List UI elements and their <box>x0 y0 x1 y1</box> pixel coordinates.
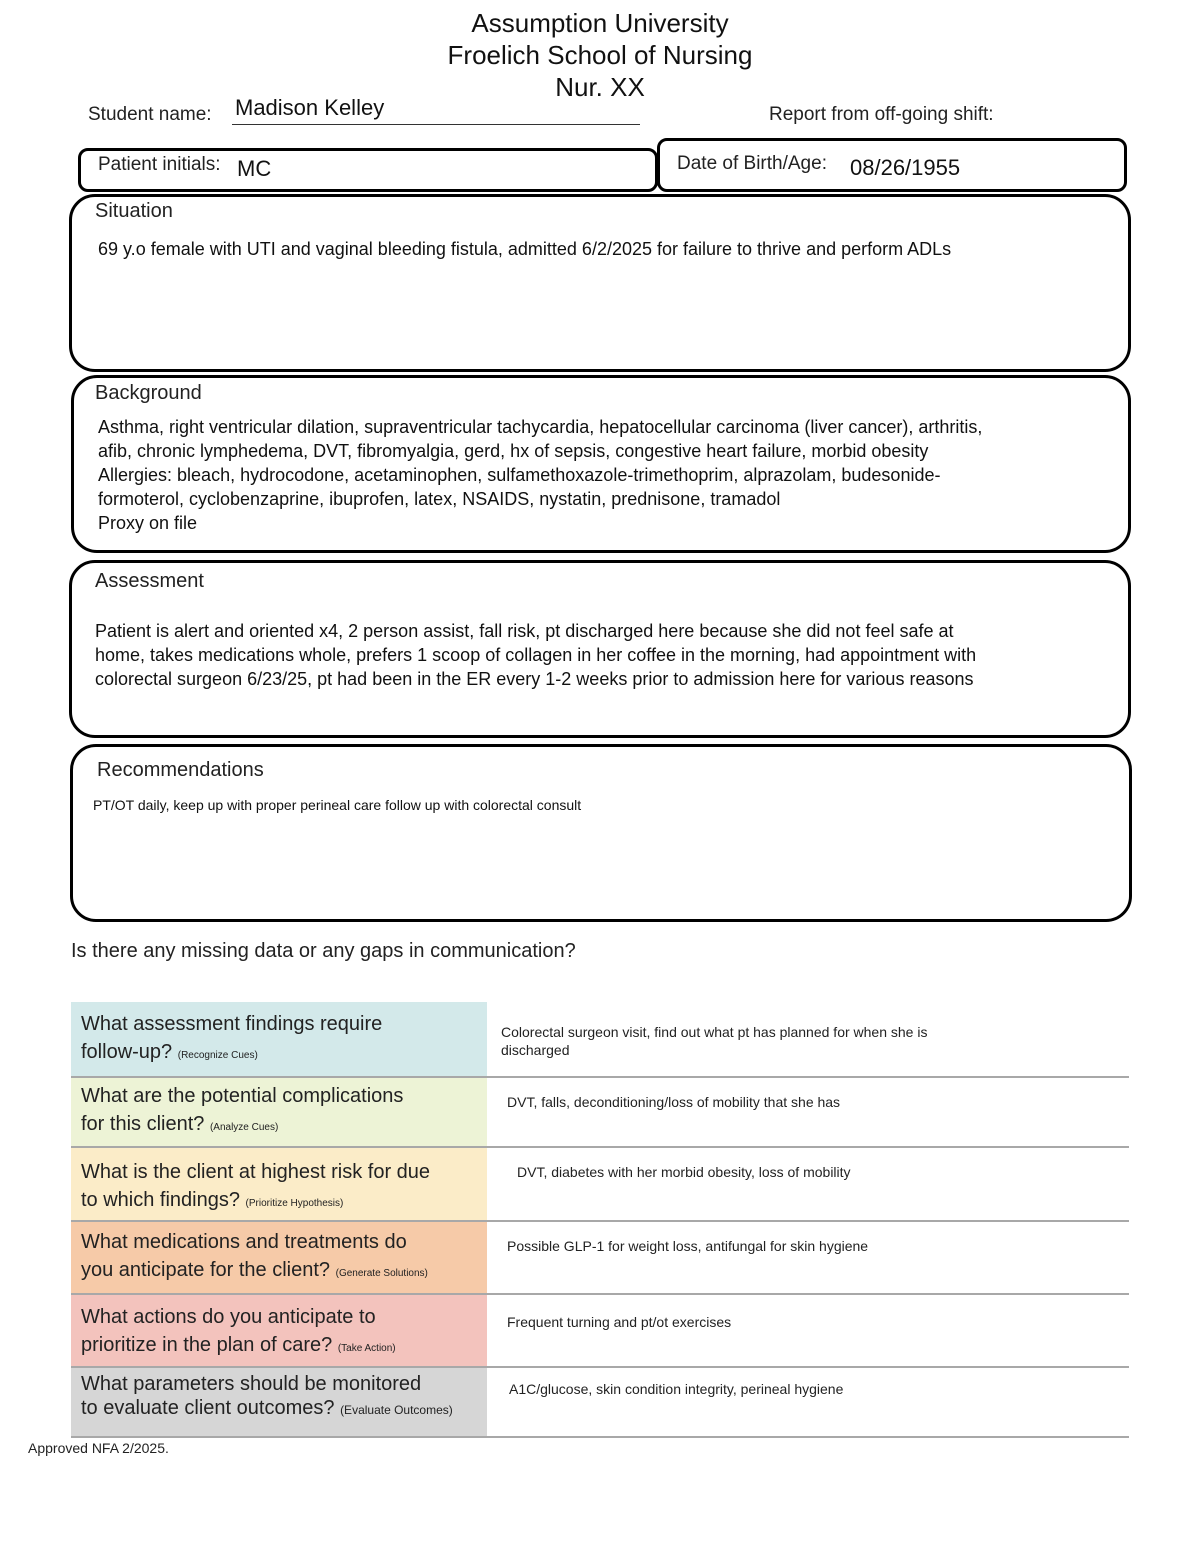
question-cell <box>71 1078 487 1146</box>
question-tag: (Evaluate Outcomes) <box>340 1403 453 1417</box>
question-cell <box>71 1295 487 1366</box>
question-line: to which findings? <box>81 1189 240 1211</box>
question-cell <box>71 1148 487 1220</box>
question-line: What parameters should be monitored <box>81 1373 422 1395</box>
answer-cell <box>507 1313 731 1331</box>
situation-text: 69 y.o female with UTI and vaginal bleeding fistula, admitted 6/2/2025 for failure to thrive and perform ADLs <box>98 239 952 259</box>
student-name-underline <box>232 124 640 125</box>
answer-line: Frequent turning and pt/ot exercises <box>507 1314 732 1330</box>
table-row <box>71 1148 1129 1222</box>
question-line: What is the client at highest risk for due <box>81 1161 431 1183</box>
dob-value: 08/26/1955 <box>850 155 961 180</box>
answer-cell <box>517 1163 851 1181</box>
assessment-line: home, takes medications whole, prefers 1 scoop of collagen in her coffee in the morning, had appointment with <box>95 645 977 665</box>
question-line: to evaluate client outcomes? <box>81 1397 335 1419</box>
background-line: formoterol, cyclobenzaprine, ibuprofen, latex, NSAIDS, nystatin, prednisone, tramadol <box>98 489 781 509</box>
question-line: What medications and treatments do <box>81 1231 407 1253</box>
table-row <box>71 1078 1129 1148</box>
background-box <box>71 375 1131 553</box>
background-line: afib, chronic lymphedema, DVT, fibromyalgia, gerd, hx of sepsis, congestive heart failure, morbid obesity <box>98 441 929 461</box>
answer-cell <box>507 1093 840 1111</box>
patient-initials-value: MC <box>237 156 272 181</box>
question-cell <box>71 1368 487 1436</box>
question-tag: (Prioritize Hypothesis) <box>245 1198 344 1209</box>
answer-line: A1C/glucose, skin condition integrity, perineal hygiene <box>509 1381 844 1397</box>
patient-initials-label: Patient initials: <box>98 154 221 175</box>
question-tag: (Take Action) <box>337 1343 396 1354</box>
question-line: follow-up? <box>81 1041 173 1063</box>
background-title: Background <box>95 382 202 404</box>
header-university: Assumption University <box>471 8 729 38</box>
question-tag: (Recognize Cues) <box>177 1050 258 1061</box>
situation-title: Situation <box>95 200 173 222</box>
answer-line: DVT, falls, deconditioning/loss of mobility that she has <box>507 1094 841 1110</box>
footer-approval: Approved NFA 2/2025. <box>28 1440 169 1456</box>
header-school: Froelich School of Nursing <box>447 40 753 70</box>
dob-label: Date of Birth/Age: <box>677 153 827 174</box>
question-tag: (Analyze Cues) <box>209 1122 279 1133</box>
answer-line: discharged <box>501 1042 570 1058</box>
assessment-box <box>69 560 1131 738</box>
situation-box <box>69 194 1131 372</box>
question-line: for this client? <box>81 1113 205 1135</box>
header-course: Nur. XX <box>555 72 645 102</box>
report-off-going-label: Report from off-going shift: <box>769 104 994 125</box>
assessment-title: Assessment <box>95 570 204 592</box>
answer-cell <box>509 1380 843 1398</box>
answer-cell <box>501 1023 927 1059</box>
question-tag: (Generate Solutions) <box>335 1268 428 1279</box>
answer-cell <box>507 1237 868 1255</box>
background-line: Asthma, right ventricular dilation, supraventricular tachycardia, hepatocellular carcinoma (liver cancer), arthritis, <box>98 417 983 437</box>
answer-line: DVT, diabetes with her morbid obesity, loss of mobility <box>517 1164 851 1180</box>
answer-line: Colorectal surgeon visit, find out what pt has planned for when she is <box>501 1024 928 1040</box>
table-row <box>71 1368 1129 1438</box>
assessment-line: colorectal surgeon 6/23/25, pt had been in the ER every 1-2 weeks prior to admission here for various reasons <box>95 669 974 689</box>
table-row <box>71 1002 1129 1078</box>
patient-initials-box <box>78 148 658 192</box>
question-line: prioritize in the plan of care? <box>81 1334 333 1356</box>
student-name-label: Student name: <box>88 104 212 125</box>
dob-box <box>657 138 1127 192</box>
question-cell <box>71 1002 487 1076</box>
recommendations-title: Recommendations <box>97 759 264 781</box>
table-row <box>71 1222 1129 1295</box>
question-line: What actions do you anticipate to <box>81 1306 376 1328</box>
recommendations-text: PT/OT daily, keep up with proper perineal care follow up with colorectal consult <box>93 797 582 813</box>
answer-line: Possible GLP-1 for weight loss, antifungal for skin hygiene <box>507 1238 869 1254</box>
question-line: What are the potential complications <box>81 1085 404 1107</box>
assessment-text <box>95 619 976 691</box>
background-text <box>98 415 982 535</box>
table-row <box>71 1295 1129 1368</box>
question-line: What assessment findings require <box>81 1013 383 1035</box>
question-cell <box>71 1222 487 1293</box>
gaps-question: Is there any missing data or any gaps in communication? <box>71 940 576 962</box>
recommendations-box <box>70 744 1132 922</box>
student-name-value: Madison Kelley <box>235 95 385 120</box>
question-line: you anticipate for the client? <box>81 1259 331 1281</box>
assessment-line: Patient is alert and oriented x4, 2 person assist, fall risk, pt discharged here because she did not feel safe at <box>95 621 954 641</box>
background-line: Proxy on file <box>98 513 198 533</box>
background-line: Allergies: bleach, hydrocodone, acetaminophen, sulfamethoxazole-trimethoprim, alprazolam, budesonide- <box>98 465 941 485</box>
